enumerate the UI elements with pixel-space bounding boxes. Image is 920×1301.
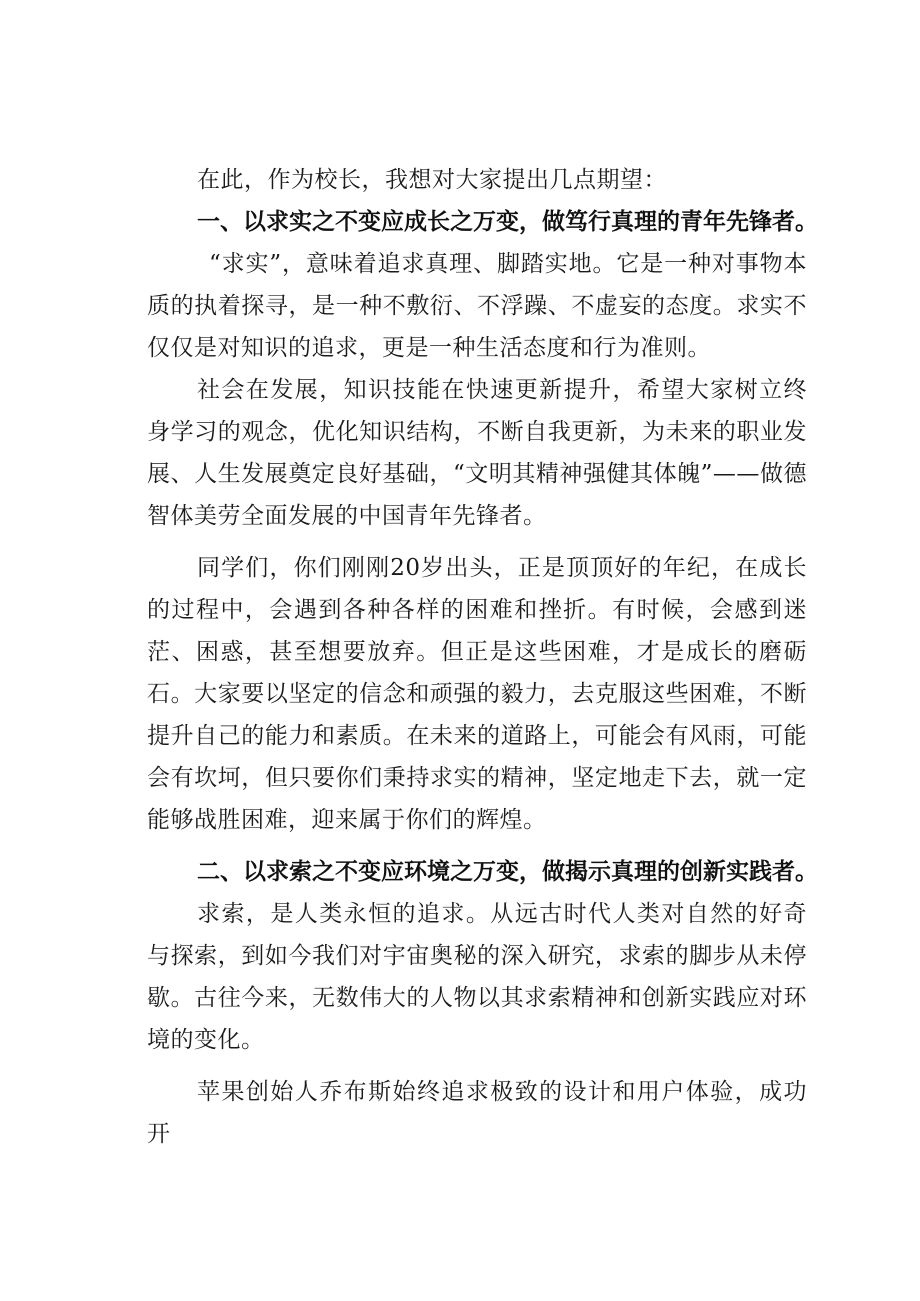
body-paragraph-4: 求索，是人类永恒的追求。从远古时代人类对自然的好奇与探索，到如今我们对宇宙奥秘的深入研究，求索的脚步从未停歇。古往今来，无数伟大的人物以其求索精神和创新实践应对环境的变化。	[147, 901, 807, 1053]
body-paragraph-3: 同学们，你们刚刚20岁出头，正是顶顶好的年纪，在成长的过程中，会遇到各种各样的困难和挫折。有时候，会感到迷茫、困惑，甚至想要放弃。但正是这些困难，才是成长的磨砺石。大家要以坚定的信念和顽强的毅力，去克服这些困难，不断提升自己的能力和素质。在未来的道路上，可能会有风雨，可能会有坎坷，但只要你们秉持求实的精神，坚定地走下去，就一定能够战胜困难，迎来属于你们的辉煌。	[147, 555, 807, 833]
body-paragraph-5: 苹果创始人乔布斯始终追求极致的设计和用户体验，成功开	[147, 1079, 807, 1147]
body-paragraph-2: 社会在发展，知识技能在快速更新提升，希望大家树立终身学习的观念，优化知识结构，不断自我更新，为未来的职业发展、人生发展奠定良好基础，“文明其精神强健其体魄”——做德智体美劳全面发展的中国青年先锋者。	[147, 377, 807, 529]
section-heading-2: 二、以求索之不变应环境之万变，做揭示真理的创新实践者。	[197, 859, 818, 885]
intro-paragraph: 在此，作为校长，我想对大家提出几点期望：	[197, 167, 667, 193]
section-heading-1: 一、以求实之不变应成长之万变，做笃行真理的青年先锋者。	[197, 209, 818, 235]
body-paragraph-1: “求实”，意味着追求真理、脚踏实地。它是一种对事物本质的执着探寻，是一种不敷衍、不浮躁、不虚妄的态度。求实不仅仅是对知识的追求，更是一种生活态度和行为准则。	[147, 251, 807, 361]
